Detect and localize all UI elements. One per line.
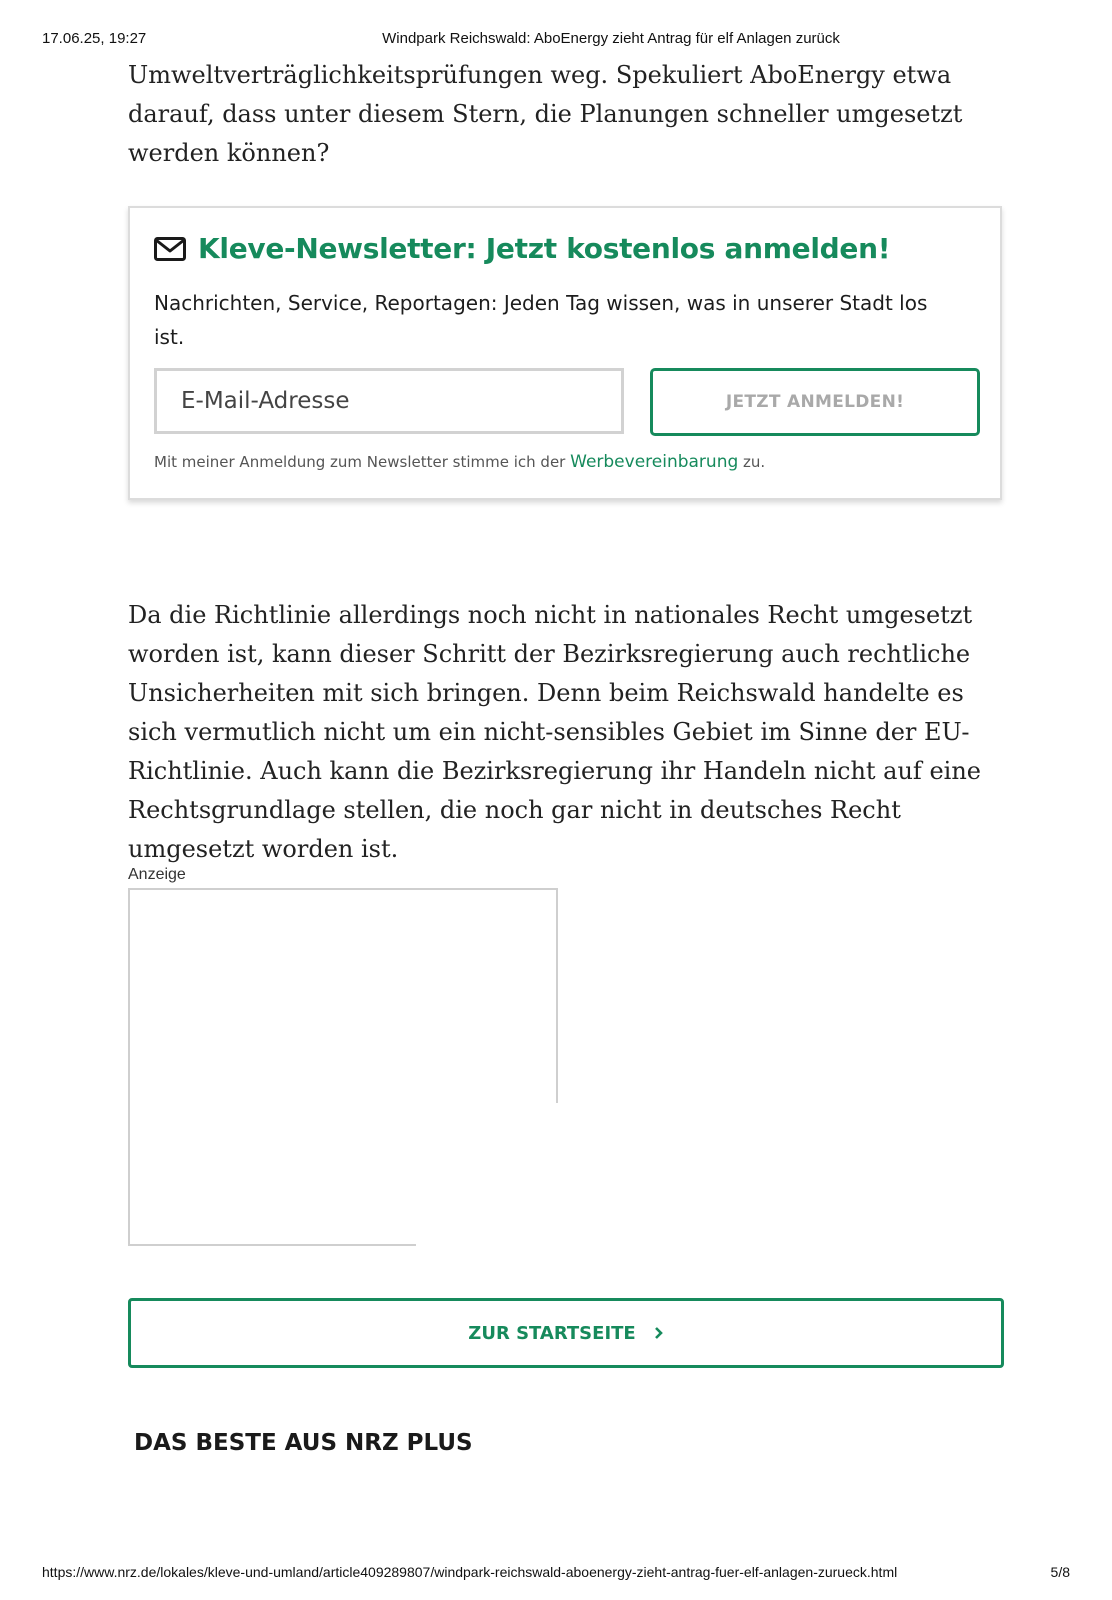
chevron-right-icon: [654, 1326, 664, 1340]
consent-prefix: Mit meiner Anmeldung zum Newsletter stimme ich der: [154, 453, 566, 471]
print-page-title: Windpark Reichswald: AboEnergy zieht Antrag für elf Anlagen zurück: [382, 30, 840, 47]
page-indicator: 5/8: [1050, 1564, 1070, 1580]
newsletter-description: Nachrichten, Service, Reportagen: Jeden Tag wissen, was in unserer Stadt los ist.: [154, 291, 928, 349]
print-url: https://www.nrz.de/lokales/kleve-und-umland/article409289807/windpark-reichswald-aboenergy-zieht-antrag-fuer-elf-anlagen-zurueck.html: [42, 1564, 898, 1580]
article-paragraph: Da die Richtlinie allerdings noch nicht in nationales Recht umgesetzt worden ist, kann dieser Schritt der Bezirksregierung auch rechtliche Unsicherheiten mit sich bringen. Denn beim Reichswald handelte es sich vermutlich nicht um ein nicht-sensibles Gebiet im Sinne der EU-Richtlinie. Auch kann die Bezirksregierung ihr Handeln nicht auf eine Rechtsgrundlage stellen, die noch gar nicht in deutsches Recht umgesetzt worden ist.: [128, 601, 981, 863]
home-button-label: ZUR STARTSEITE: [468, 1322, 636, 1344]
article-paragraph: Umweltverträglichkeitsprüfungen weg. Spekuliert AboEnergy etwa darauf, dass unter diesem Stern, die Planungen schneller umgesetzt werden können?: [128, 61, 963, 167]
consent-link[interactable]: Werbevereinbarung: [570, 452, 739, 472]
newsletter-header: [154, 232, 890, 265]
ad-label: Anzeige: [128, 866, 186, 883]
print-header: [42, 30, 1070, 50]
home-button[interactable]: [128, 1298, 1004, 1368]
article-paragraph-1-container: [128, 56, 1008, 173]
newsletter-submit-button[interactable]: JETZT ANMELDEN!: [650, 368, 980, 436]
print-datetime: 17.06.25, 19:27: [42, 30, 147, 47]
newsletter-box: [128, 206, 1002, 500]
mail-icon: [154, 237, 186, 261]
newsletter-consent: [154, 452, 765, 472]
email-input[interactable]: [154, 368, 624, 434]
ad-placeholder: [128, 888, 558, 1248]
newsletter-title: Kleve-Newsletter: Jetzt kostenlos anmelden!: [198, 232, 891, 265]
consent-suffix: zu.: [743, 453, 766, 471]
article-paragraph-2-container: [128, 596, 1008, 869]
section-heading: DAS BESTE AUS NRZ PLUS: [134, 1430, 473, 1456]
